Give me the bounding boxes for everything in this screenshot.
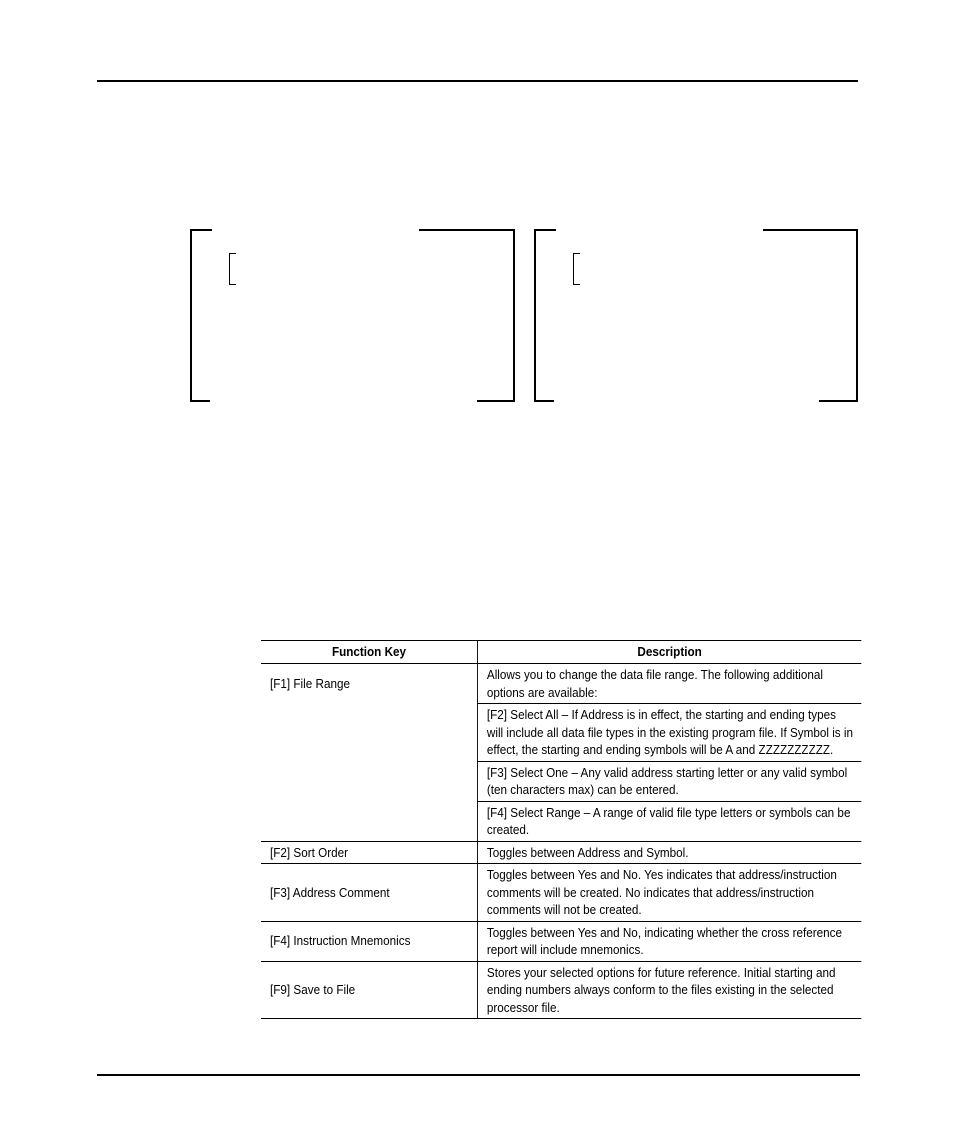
description-cell: Toggles between Yes and No. Yes indicates that address/instruction comments will be created. No indicates that address/instruction comments will not be created. bbox=[477, 864, 861, 922]
function-key-cell: [F4] Instruction Mnemonics bbox=[261, 921, 477, 961]
function-key-cell: [F9] Save to File bbox=[261, 961, 477, 1019]
description-cell: [F3] Select One – Any valid address starting letter or any valid symbol (ten characters max) can be entered. bbox=[477, 761, 861, 801]
table-row bbox=[261, 664, 861, 704]
footer-rule bbox=[97, 1074, 860, 1076]
table-row bbox=[261, 961, 861, 1019]
function-key-cell: [F3] Address Comment bbox=[261, 864, 477, 922]
description-cell: Toggles between Yes and No, indicating whether the cross reference report will include mnemonics. bbox=[477, 921, 861, 961]
function-key-table bbox=[261, 640, 861, 1019]
description-cell: [F4] Select Range – A range of valid file type letters or symbols can be created. bbox=[477, 801, 861, 841]
table-row bbox=[261, 841, 861, 864]
description-cell: Toggles between Address and Symbol. bbox=[477, 841, 861, 864]
header-rule bbox=[97, 80, 858, 82]
screen-frame-left bbox=[190, 229, 515, 402]
header-function-key: Function Key bbox=[261, 641, 477, 664]
table-header-row bbox=[261, 641, 861, 664]
table-row bbox=[261, 921, 861, 961]
description-cell: [F2] Select All – If Address is in effect, the starting and ending types will include all data file types in the existing program file. If Symbol is in effect, the starting and ending symbols will be A and ZZZZZZZZZZ. bbox=[477, 704, 861, 762]
table-row bbox=[261, 864, 861, 922]
function-key-cell: [F1] File Range bbox=[261, 664, 477, 842]
header-description: Description bbox=[477, 641, 861, 664]
description-cell: Stores your selected options for future reference. Initial starting and ending numbers always conform to the files existing in the selected processor file. bbox=[477, 961, 861, 1019]
function-key-cell: [F2] Sort Order bbox=[261, 841, 477, 864]
screen-frame-right bbox=[534, 229, 859, 402]
description-cell: Allows you to change the data file range. The following additional options are available: bbox=[477, 664, 861, 704]
